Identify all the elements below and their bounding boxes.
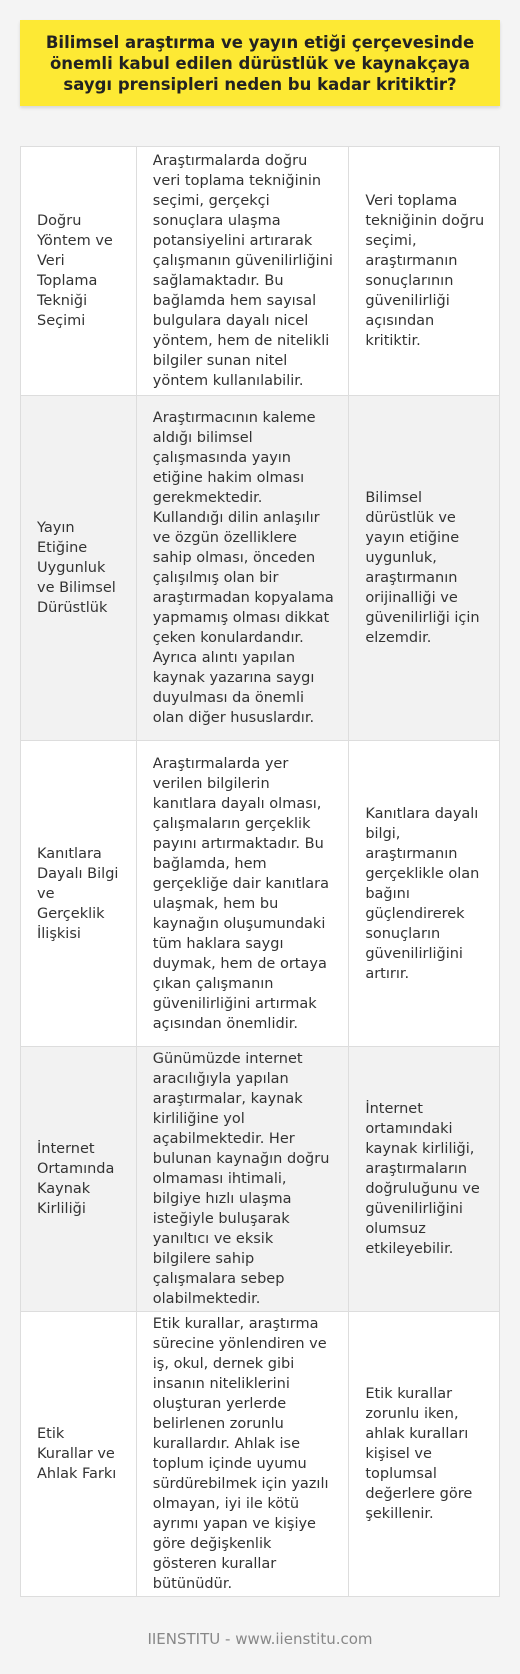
table-row <box>21 396 500 741</box>
summary-cell: Etik kurallar zorunlu iken, ahlak kuralları kişisel ve toplumsal değerlere göre şekillenir. <box>349 1312 500 1596</box>
description-cell: Günümüzde internet aracılığıyla yapılan araştırmalar, kaynak kirliliğine yol açabilmektedir. Her bulunan kaynağın doğru olmaması ihtimali, bilgiye hızlı ulaşma isteğiyle buluşarak yanıltıcı ve eksik bilgilere sahip çalışmalara sebep olabilmektedir. <box>137 1047 350 1311</box>
description-cell: Araştırmalarda yer verilen bilgilerin kanıtlara dayalı olması, çalışmaların gerçeklik payını artırmaktadır. Bu bağlamda, hem gerçekliğe dair kanıtlara ulaşmak, hem bu kaynağın oluşumundaki tüm haklara saygı duymak, hem de ortaya çıkan çalışmanın güvenilirliğini artırmak açısından önemlidir. <box>137 741 350 1046</box>
description-cell: Araştırmalarda doğru veri toplama tekniğinin seçimi, gerçekçi sonuçlara ulaşma potansiyelini artırarak çalışmanın güvenilirliğini sağlamaktadır. Bu bağlamda hem sayısal bulgulara dayalı nicel yöntem, hem de nitelikli bilgiler sunan nitel yöntem kullanılabilir. <box>137 147 350 395</box>
table-row <box>21 147 500 396</box>
topic-cell: Kanıtlara Dayalı Bilgi ve Gerçeklik İlişkisi <box>21 741 137 1046</box>
summary-cell: Bilimsel dürüstlük ve yayın etiğine uygunluk, araştırmanın orijinalliği ve güvenilirliği için elzemdir. <box>349 396 500 740</box>
topic-cell: Etik Kurallar ve Ahlak Farkı <box>21 1312 137 1596</box>
footer-credit: IIENSTITU - www.iienstitu.com <box>147 1630 373 1648</box>
title-banner <box>20 20 500 106</box>
summary-cell: Kanıtlara dayalı bilgi, araştırmanın gerçeklikle olan bağını güçlendirerek sonuçların güvenilirliğini artırır. <box>349 741 500 1046</box>
table-row <box>21 1312 500 1597</box>
topic-cell: İnternet Ortamında Kaynak Kirliliği <box>21 1047 137 1311</box>
page-title: Bilimsel araştırma ve yayın etiği çerçevesinde önemli kabul edilen dürüstlük ve kaynakçaya saygı prensipleri neden bu kadar kritiktir? <box>45 32 475 94</box>
description-cell: Araştırmacının kaleme aldığı bilimsel çalışmasında yayın etiğine hakim olması gerekmektedir. Kullandığı dilin anlaşılır ve özgün özelliklere sahip olması, önceden çalışılmış olan bir araştırmadan kopyalama yapmamış olması dikkat çeken konulardandır. Ayrıca alıntı yapılan kaynak yazarına saygı duyulması da önemli olan diğer hususlardır. <box>137 396 350 740</box>
topic-cell: Yayın Etiğine Uygunluk ve Bilimsel Dürüstlük <box>21 396 137 740</box>
topic-cell: Doğru Yöntem ve Veri Toplama Tekniği Seçimi <box>21 147 137 395</box>
summary-cell: İnternet ortamındaki kaynak kirliliği, araştırmaların doğruluğunu ve güvenilirliğini olumsuz etkileyebilir. <box>349 1047 500 1311</box>
table-row <box>21 741 500 1047</box>
table-row <box>21 1047 500 1312</box>
comparison-table <box>20 146 500 1597</box>
description-cell: Etik kurallar, araştırma sürecine yönlendiren ve iş, okul, dernek gibi insanın niteliklerini oluşturan yerlerde belirlenen zorunlu kurallardır. Ahlak ise toplum içinde uyumu sürdürebilmek için yazılı olmayan, iyi ile kötü ayrımı yapan ve kişiye göre değişkenlik gösteren kurallar bütünüdür. <box>137 1312 350 1596</box>
summary-cell: Veri toplama tekniğinin doğru seçimi, araştırmanın sonuçlarının güvenilirliği açısından kritiktir. <box>349 147 500 395</box>
